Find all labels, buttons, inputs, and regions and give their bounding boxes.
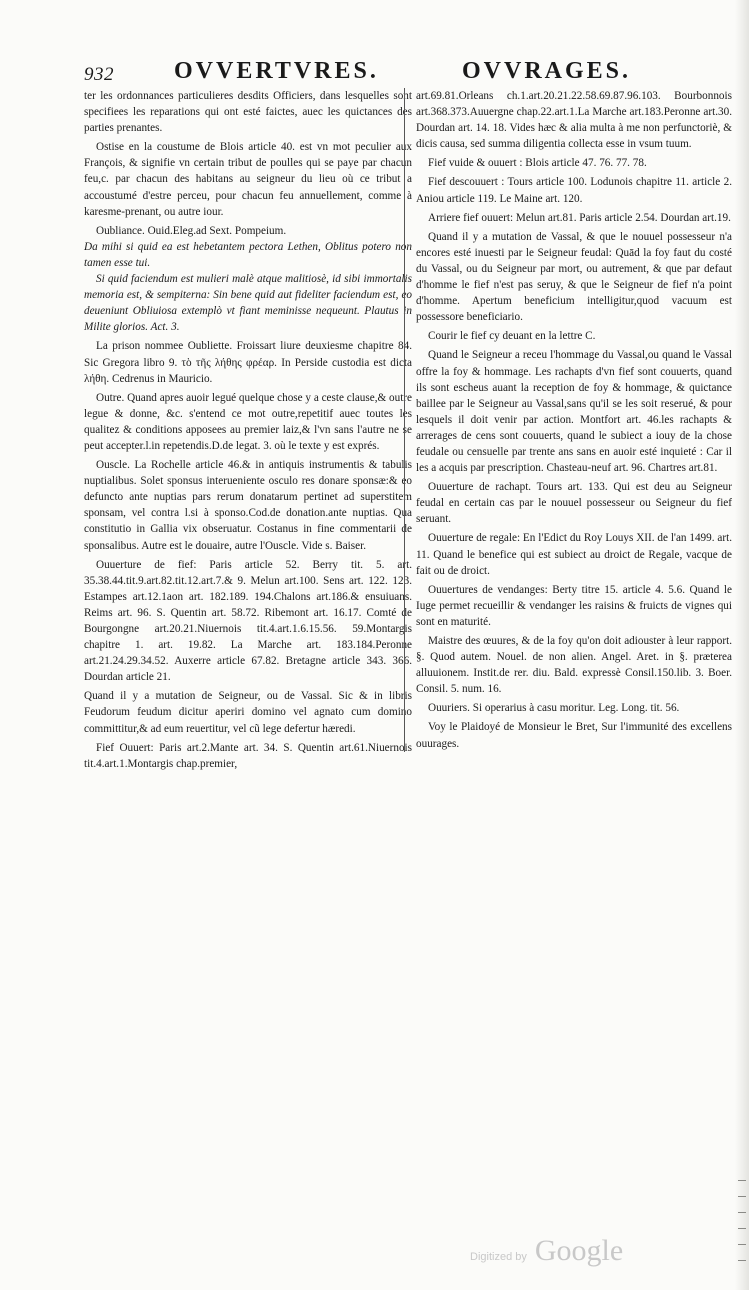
paragraph-reparations: ter les ordonnances particulieres desdits Officiers, dans lesquelles sont specifiees les reparations qui ont esté faictes, auec les quictances des parties prenantes. [84, 90, 412, 135]
entry-mutation-vassal: Quand il y a mutation de Vassal, & que le nouuel possesseur n'a encores esté inuesti par le Seigneur feudal: Quād la foy faut du costé du Vassal, ou du Seigneur par mort, ou autrement, & que par defaut d'homme le fief n'est pas seruy, & que le Seigneur de fief n'a point d'homme. Apertum beneficium intelligitur,quod vacuum est possessore beneficiario. [416, 230, 732, 324]
google-logo: Google [534, 1234, 624, 1267]
entry-arriere-fief: Arriere fief ouuert: Melun art.81. Paris article 2.54. Dourdan art.19. [428, 211, 731, 224]
page-number: 932 [84, 64, 114, 85]
entry-oubliance: Oubliance. Ouid.Eleg.ad Sext. Pompeium. [96, 224, 287, 237]
entry-oubliette: La prison nommee Oubliette. Froissart liure deuxiesme chapitre 84. Sic Gregora libro 9. τὸ τῆς λήθης φρέαρ. In Perside custodia est dicta λήθη. Cedrenus in Mauricio. [84, 340, 412, 385]
right-column [404, 88, 732, 752]
entry-ostise: Ostise en la coustume de Blois article 40. est vn mot peculier aux François, & signifie vn certain tribut de poulles qui se paye par chacun feu,c. par chacun des habitans au seigneur du lieu où ce tribut a accoustumé d'estre perceu, pour chacun feu annuellement, comme à karesme-prenant, ou autre iour. [84, 141, 412, 218]
left-column [84, 88, 412, 772]
page-header [84, 58, 644, 92]
entry-ouuertures-vendanges: Ouuertures de vendanges: Berty titre 15. article 4. 5.6. Quand le Iuge permet recueillir & vendanger les raisins & fruicts de vignes qui sont en maturité. [416, 583, 732, 628]
running-title-left: OVVERTVRES. [174, 58, 379, 84]
scan-edge-mark [738, 1180, 746, 1181]
scan-edge-mark [738, 1228, 746, 1229]
entry-hommage: Quand le Seigneur a receu l'hommage du Vassal,ou quand le Vassal offre la foy & hommage. Les rachapts d'vn fief sont couuerts, quand ils sont escheus auant la reception de foy & hommage, & quictance baillee par le Seigneur au Vassal,sans qu'il se les soit reserué, & pour lesquels il doit venir par action. Montfort art. 46.les rachapts & arrerages de cens sont couuerts, quand le subiect a iouy de la chose feudale ou censuelle par trente ans sans en auoir esté inquieté : Car il les a acquis par prescription. Chasteau-neuf art. 96. Chartres art.81. [416, 349, 732, 475]
scan-edge-mark [738, 1260, 746, 1261]
entry-ouuriers: Ouuriers. Si operarius à casu moritur. Leg. Long. tit. 56. [428, 702, 680, 715]
entry-continuation-orleans: art.69.81.Orleans ch.1.art.20.21.22.58.69.87.96.103. Bourbonnois art.368.373.Auuergne chap.22.art.1.La Marche art.183.Peronne art.30. Dourdan art. 14. 18. Vides hæc & alia multa à me non perfunctoriè, & dicis causa, sed summa diligentia collecta esse in vsum tuum. [416, 90, 732, 151]
entry-mutation-seigneur: Quand il y a mutation de Seigneur, ou de Vassal. Sic & in libris Feudorum feudum dicitur aperiri domino vel agnato cum domino committitur,& ad eum reuertitur, vel cũ lege defertur hæredi. [84, 690, 412, 735]
entry-ouuerture-rachapt: Ouuerture de rachapt. Tours art. 133. Qui est deu au Seigneur feudal en certain cas par le nouuel possesseur ou Seigneur du fief seruant. [416, 481, 732, 526]
digitized-watermark [470, 1234, 623, 1268]
entry-fief-descouuert: Fief descouuert : Tours article 100. Lodunois chapitre 11. article 2. Aniou article 119. Le Maine art. 120. [416, 176, 732, 205]
entry-ouuerture-de-fief: Ouuerture de fief: Paris article 52. Berry tit. 5. art. 35.38.44.tit.9.art.82.tit.12.art.7.& 9. Melun art.100. Sens art. 122. 123. Estampes art.12.1aon art. 182.189. 194.Chalons art.186.& ensuiuans. Reims art. 96. S. Quentin art. 58.72. Ribemont art. 16.17. Comté de Bourgongne art.20.21.Niuernois tit.4.art.1.6.15.56. 59.Montargis chapitre 1. art. 19.82. La Marche art. 183.184.Peronne art.21.24.29.34.52. Auxerre article 67.82. Bretagne article 343. 366. Dourdan article 21. [84, 558, 412, 684]
watermark-prefix: Digitized by [470, 1251, 527, 1263]
entry-fief-vuide: Fief vuide & ouuert : Blois article 47. 76. 77. 78. [428, 157, 647, 170]
entry-ouscle: Ouscle. La Rochelle article 46.& in antiquis instrumentis & tabulis nuptialibus. Solet sponsus interueniente osculo res donare sponsæ:& eo defuncto ante nuptias pars rerum donatarum pertinet ad superstitem sponsam, vel contra l.si à sponso.Cod.de donation.ante nuptias. Qua constitutio in Gallia vix obseruatur. Costanus in fine commentarii de sponsalibus. Autre est le douaire, autre l'Ouscle. Vide s. Baiser. [84, 459, 412, 552]
entry-fief-ouuert: Fief Ouuert: Paris art.2.Mante art. 34. S. Quentin art.61.Niuernois tit.4.art.1.Montargis chap.premier, [84, 741, 412, 770]
scan-edge-mark [738, 1244, 746, 1245]
entry-plaidoye: Voy le Plaidoyé de Monsieur le Bret, Sur l'immunité des excellens ouurages. [416, 721, 732, 750]
entry-outre: Outre. Quand apres auoir legué quelque chose y a ceste clause,& outre legue & donne, &c. s'entend ce mot outre,repetitif auec toutes les qualitez & conditions apposees au premier laiz,& l'vn sans l'autre ne se peut accepter.l.in repetendis.D.de legat. 3. où le texte y est exprés. [84, 391, 412, 452]
quote-ovid: Da mihi si quid ea est hebetantem pectora Lethen, Oblitus potero non tamen esse tui. [84, 240, 412, 269]
quote-plautus: Si quid faciendum est mulieri malè atque malitiosè, id sibi immortalis memoria est, & sempiterna: Sin bene quid aut fideliter faciendum est, eo deueniunt Obliuiosa extemplò vt fiant meminisse nequeunt. Plautus in Milite glorios. Act. 3. [84, 273, 412, 334]
entry-courir-le-fief: Courir le fief cy deuant en la lettre C. [428, 330, 596, 343]
scan-edge-mark [738, 1196, 746, 1197]
entry-ouuerture-regale: Ouuerture de regale: En l'Edict du Roy Louys XII. de l'an 1499. art. 11. Quand le benefice qui est subiect au droict de Regale, vacque de fait ou de droict. [416, 532, 732, 577]
running-title-right: OVVRAGES. [462, 58, 632, 84]
scan-edge-mark [738, 1212, 746, 1213]
scan-edge-strip [735, 0, 749, 1290]
entry-maistre-des-oeuures: Maistre des œuures, & de la foy qu'on doit adiouster à leur rapport. §. Quod autem. Nouel. de non alien. Angel. Aret. in §. præterea alluuionem. Instit.de rer. diu. Bald. expressè Consil.150.lib. 3. Boer. Consil. 5. num. 16. [416, 635, 732, 696]
